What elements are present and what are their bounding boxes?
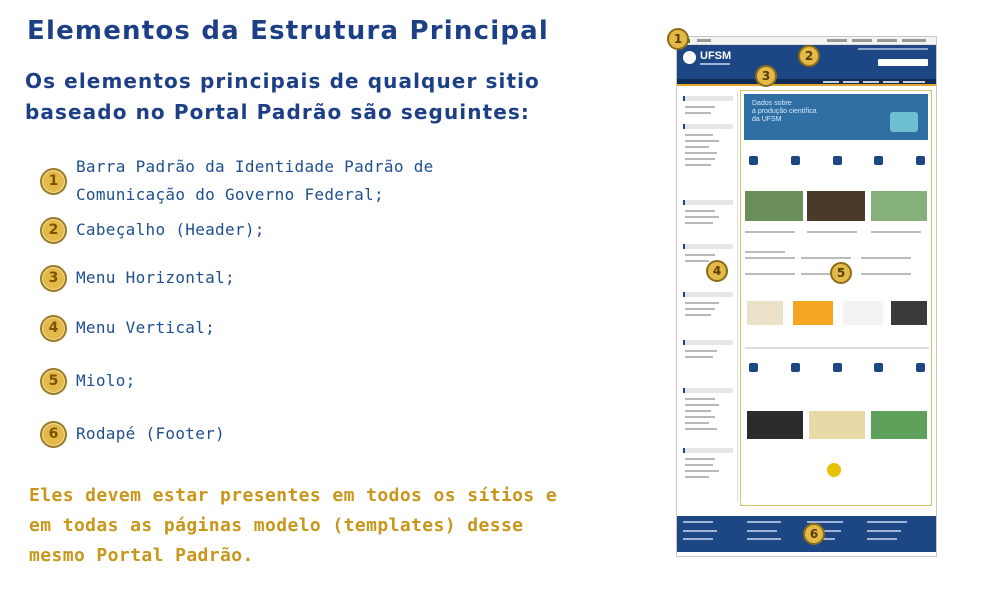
list-item-2 [40, 216, 265, 244]
list-item-1 [40, 153, 434, 209]
list-item-3 [40, 264, 235, 292]
closing-text [29, 481, 557, 571]
mockup-brand: UFSM [700, 50, 732, 62]
number-badge-4: 4 [40, 315, 67, 342]
info-icon [827, 463, 841, 477]
mockup-gov-bar [677, 37, 936, 45]
mockup-banner [744, 94, 928, 140]
mockup-marker-5: 5 [830, 262, 852, 284]
mockup-miolo [740, 90, 932, 506]
banner-line-1: Dados sobre [752, 100, 792, 107]
number-badge-1: 1 [40, 168, 67, 195]
portal-mockup [676, 36, 937, 557]
number-badge-6: 6 [40, 421, 67, 448]
mockup-quick-icons [749, 156, 925, 172]
intro-line-2: baseado no Portal Padrão são seguintes: [25, 100, 531, 124]
mockup-vertical-menu [681, 92, 738, 502]
list-item-4 [40, 314, 215, 342]
mockup-search-box [878, 59, 928, 66]
mockup-service-icons [749, 363, 925, 379]
mockup-marker-3: 3 [755, 65, 777, 87]
banner-text [752, 100, 817, 124]
intro-text [25, 66, 540, 128]
item-label-3: Menu Horizontal; [76, 268, 235, 287]
news-photo-3 [871, 191, 927, 221]
list-item-6 [40, 420, 225, 448]
closing-line-2: em todas as páginas modelo (templates) desse [29, 515, 524, 536]
closing-line-3: mesmo Portal Padrão. [29, 545, 254, 566]
radio-logo [843, 301, 883, 325]
unifm-logo [793, 301, 833, 325]
list-item-5 [40, 367, 136, 395]
number-badge-2: 2 [40, 217, 67, 244]
closing-line-1: Eles devem estar presentes em todos os sítios e [29, 485, 558, 506]
banner-line-2: a produção científica [752, 108, 817, 115]
number-badge-5: 5 [40, 368, 67, 395]
mockup-marker-1: 1 [667, 28, 689, 50]
mockup-horizontal-menu [677, 79, 936, 86]
mockup-marker-2: 2 [798, 45, 820, 67]
event-photo-1 [747, 411, 803, 439]
item-label-6: Rodapé (Footer) [76, 424, 225, 443]
mockup-marker-6: 6 [803, 523, 825, 545]
number-badge-3: 3 [40, 265, 67, 292]
item-label-1-line-1: Barra Padrão da Identidade Padrão de [76, 157, 434, 176]
ufsm-logo-icon [683, 51, 696, 64]
news-photo-1 [745, 191, 803, 221]
intro-line-1: Os elementos principais de qualquer sitio [25, 69, 540, 93]
item-label-2: Cabeçalho (Header); [76, 220, 265, 239]
item-label-4: Menu Vertical; [76, 318, 216, 337]
media-photo-2 [891, 301, 927, 325]
item-label-1-line-2: Comunicação do Governo Federal; [76, 185, 384, 204]
item-label-5: Miolo; [76, 371, 136, 390]
event-photo-3 [871, 411, 927, 439]
mockup-marker-4: 4 [706, 260, 728, 282]
banner-line-3: da UFSM [752, 116, 782, 123]
news-photo-2 [807, 191, 865, 221]
media-photo-1 [747, 301, 783, 325]
item-label-1 [76, 153, 434, 209]
slide-title: Elementos da Estrutura Principal [27, 16, 550, 46]
event-photo-2 [809, 411, 865, 439]
